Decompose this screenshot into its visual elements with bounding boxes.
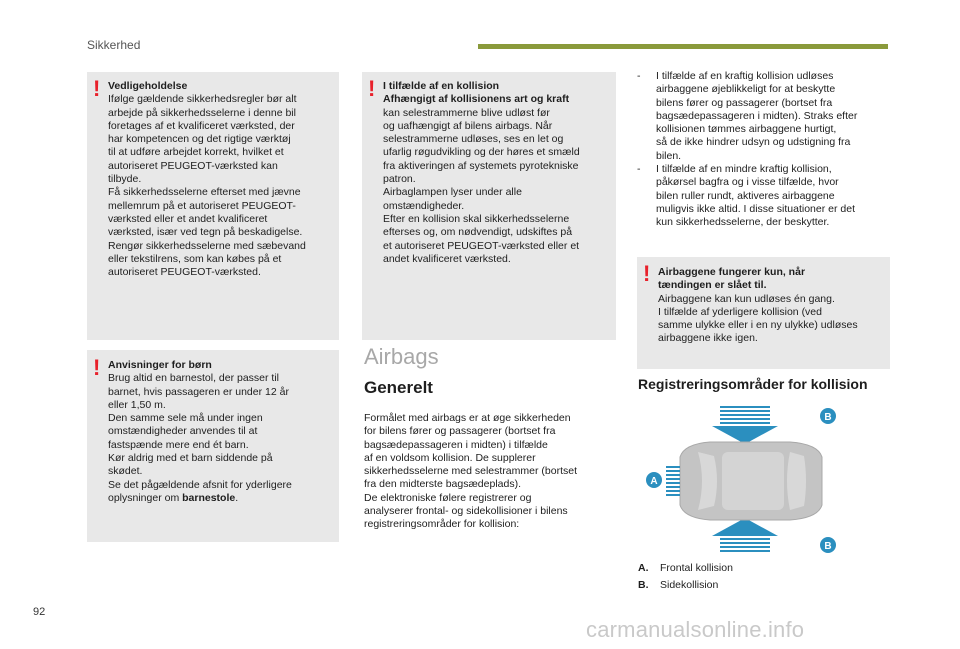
side-impact-arrow-bottom	[712, 518, 778, 552]
box-line: barnet, hvis passageren er under 12 år	[108, 385, 289, 398]
warning-icon: !	[643, 261, 651, 286]
section-title: Sikkerhed	[87, 38, 141, 52]
legend-key: B.	[638, 579, 649, 591]
generelt-heading: Generelt	[364, 378, 433, 397]
box-line: Ifølge gældende sikkerhedsregler bør alt	[108, 93, 297, 106]
text-fragment: oplysninger om	[108, 491, 183, 504]
text-line: muligvis ikke altid. I disse situationer er det	[656, 202, 856, 215]
box-line: Se det pågældende afsnit for yderligere	[108, 478, 292, 491]
box-line: kan selestrammerne blive udløst før	[383, 106, 550, 119]
box-line: andet kvalificeret værksted.	[383, 252, 511, 265]
bullet-dash: -	[637, 70, 641, 82]
collision-subtitle: Afhængigt af kollisionens art og kraft	[383, 93, 570, 106]
box-line: selestrammerne udløses, ses en let og	[383, 133, 564, 146]
box-line: foretages af et kvalificeret værksted, der	[108, 119, 295, 132]
legend-text: Sidekollision	[660, 579, 719, 591]
box-line: I tilfælde af yderligere kollision (ved	[658, 305, 822, 318]
legend-key: A.	[638, 562, 649, 574]
box-line: Kør aldrig med et barn siddende på	[108, 452, 273, 465]
box-line: airbaggene ikke igen.	[658, 332, 758, 345]
label-b-bottom	[820, 537, 836, 553]
label-b-text: B	[824, 541, 832, 552]
warning-icon: !	[93, 76, 101, 101]
label-a-text: A	[650, 476, 658, 487]
box-line-last	[108, 492, 333, 505]
maintenance-title: Vedligeholdelse	[108, 80, 188, 92]
box-line: til at udføre arbejdet korrekt, hvilket et	[108, 146, 284, 159]
text-line: for bilens fører og passagerer (bortset fra	[364, 425, 556, 438]
text-line: af en voldsom kollision. De supplerer	[364, 451, 536, 464]
box-line: Airbaggene kan kun udløses én gang.	[658, 292, 835, 305]
text-line: bilens fører og passagerer (bortset fra	[656, 96, 833, 109]
text-line: bagsædepassageren i midten) i tilfælde	[364, 438, 548, 451]
maintenance-box	[87, 72, 339, 340]
text-line: bilen ruller rundt, aktiveres airbaggene	[656, 189, 835, 202]
box-line: samme ulykke eller i en ny ulykke) udløses	[658, 319, 858, 332]
legend-frontal	[638, 562, 733, 574]
children-box	[87, 350, 339, 542]
label-b-top	[820, 408, 836, 424]
text-line: Formålet med airbags er at øge sikkerheden	[364, 412, 571, 424]
bullet-dash: -	[637, 163, 641, 176]
text-line: registreringsområder for kollision:	[364, 518, 520, 531]
bullet-item	[637, 163, 889, 229]
text-line: kun sikkerhedsselerne, der beskytter.	[656, 216, 830, 229]
box-line: Den samme sele må under ingen	[108, 412, 263, 425]
ignition-title: Airbaggene fungerer kun, når	[658, 266, 806, 278]
collision-title: I tilfælde af en kollision	[383, 80, 500, 92]
box-line: tilbyde.	[108, 173, 142, 186]
collision-box	[362, 72, 616, 340]
label-b-text: B	[824, 412, 832, 423]
watermark: carmanualsonline.info	[586, 617, 805, 642]
box-line: værksted, især ved tegn på beskadigelse.	[108, 226, 303, 239]
text-line: airbaggene øjeblikkeligt for at beskytte	[656, 83, 836, 96]
box-line: et autoriseret PEUGEOT-værksted eller et	[383, 239, 580, 252]
detection-zones-heading: Registreringsområder for kollision	[638, 376, 868, 392]
box-line: ufarlig røgudvikling og der høres et smæld	[383, 146, 580, 159]
page-number: 92	[33, 606, 46, 618]
bullet-list	[637, 70, 889, 230]
airbags-heading: Airbags	[364, 344, 439, 369]
box-line: patron.	[383, 173, 416, 186]
box-line: skødet.	[108, 465, 143, 478]
car-top-view	[680, 442, 822, 520]
side-impact-arrow-top	[712, 406, 778, 444]
legend-text: Frontal kollision	[660, 562, 733, 574]
warning-icon: !	[368, 76, 376, 101]
box-line: fra aktiveringen af systemets pyrotekniske	[383, 159, 579, 172]
text-line: analyserer frontal- og sidekollisioner i bilens	[364, 505, 568, 518]
box-line: efterses og, om nødvendigt, udskiftes på	[383, 226, 573, 239]
text-line: bilen.	[656, 149, 682, 162]
box-line: omstændigheder anvendes til at	[108, 425, 258, 438]
box-line: autoriseret PEUGEOT-værksted kan	[108, 159, 278, 172]
text-line: fra den midterste bagsædeplads).	[364, 478, 522, 491]
generelt-text	[364, 412, 614, 532]
text-fragment: .	[235, 491, 239, 504]
box-line: har kompetencen og det rigtige værktøj	[108, 133, 291, 146]
bullet-item	[637, 70, 889, 163]
header-bar	[478, 44, 888, 49]
text-line: De elektroniske følere registrerer og	[364, 491, 532, 504]
text-line: påkørsel bagfra og i visse tilfælde, hvor	[656, 176, 839, 189]
box-line: eller tekstilrens, som kan købes på et	[108, 252, 282, 265]
box-line: eller 1,50 m.	[108, 398, 166, 411]
label-a	[646, 472, 662, 488]
text-line: I tilfælde af en mindre kraftig kollision,	[656, 163, 832, 176]
ref-barnestole: barnestole	[182, 491, 236, 504]
airbag-ignition-box	[637, 257, 890, 369]
box-line: Få sikkerhedsselerne efterset med jævne	[108, 186, 301, 199]
ignition-subtitle: tændingen er slået til.	[658, 279, 767, 292]
box-line: fastspænde mere end ét barn.	[108, 438, 249, 451]
box-line: Rengør sikkerhedsselerne med sæbevand	[108, 239, 306, 252]
box-line: værksted eller et andet kvalificeret	[108, 212, 268, 225]
text-line: kollisionen tømmes airbaggene hurtigt,	[656, 123, 837, 136]
legend-side	[638, 579, 718, 591]
frontal-zone	[666, 466, 680, 496]
collision-zones-illustration	[640, 402, 840, 557]
text-line: I tilfælde af en kraftig kollision udløses	[656, 70, 834, 82]
children-title: Anvisninger for børn	[108, 359, 212, 371]
box-line: Airbaglampen lyser under alle	[383, 186, 522, 199]
text-line: bagsædepassageren i midten). Straks efter	[656, 109, 858, 122]
warning-icon: !	[93, 355, 101, 380]
box-line: mellemrum på et autoriseret PEUGEOT-	[108, 199, 296, 212]
box-line: autoriseret PEUGEOT-værksted.	[108, 266, 261, 279]
box-line: arbejde på sikkerhedsselerne i denne bil	[108, 106, 296, 119]
text-line: sikkerhedsselerne med selestrammer (bortset	[364, 465, 577, 478]
box-line: omstændigheder.	[383, 199, 465, 212]
text-line: så de ikke hindrer udsyn og udstigning fra	[656, 136, 851, 149]
box-line: og uafhængigt af bilens airbags. Når	[383, 119, 553, 132]
box-line: Efter en kollision skal sikkerhedsselerne	[383, 212, 570, 225]
box-line: Brug altid en barnestol, der passer til	[108, 372, 280, 385]
